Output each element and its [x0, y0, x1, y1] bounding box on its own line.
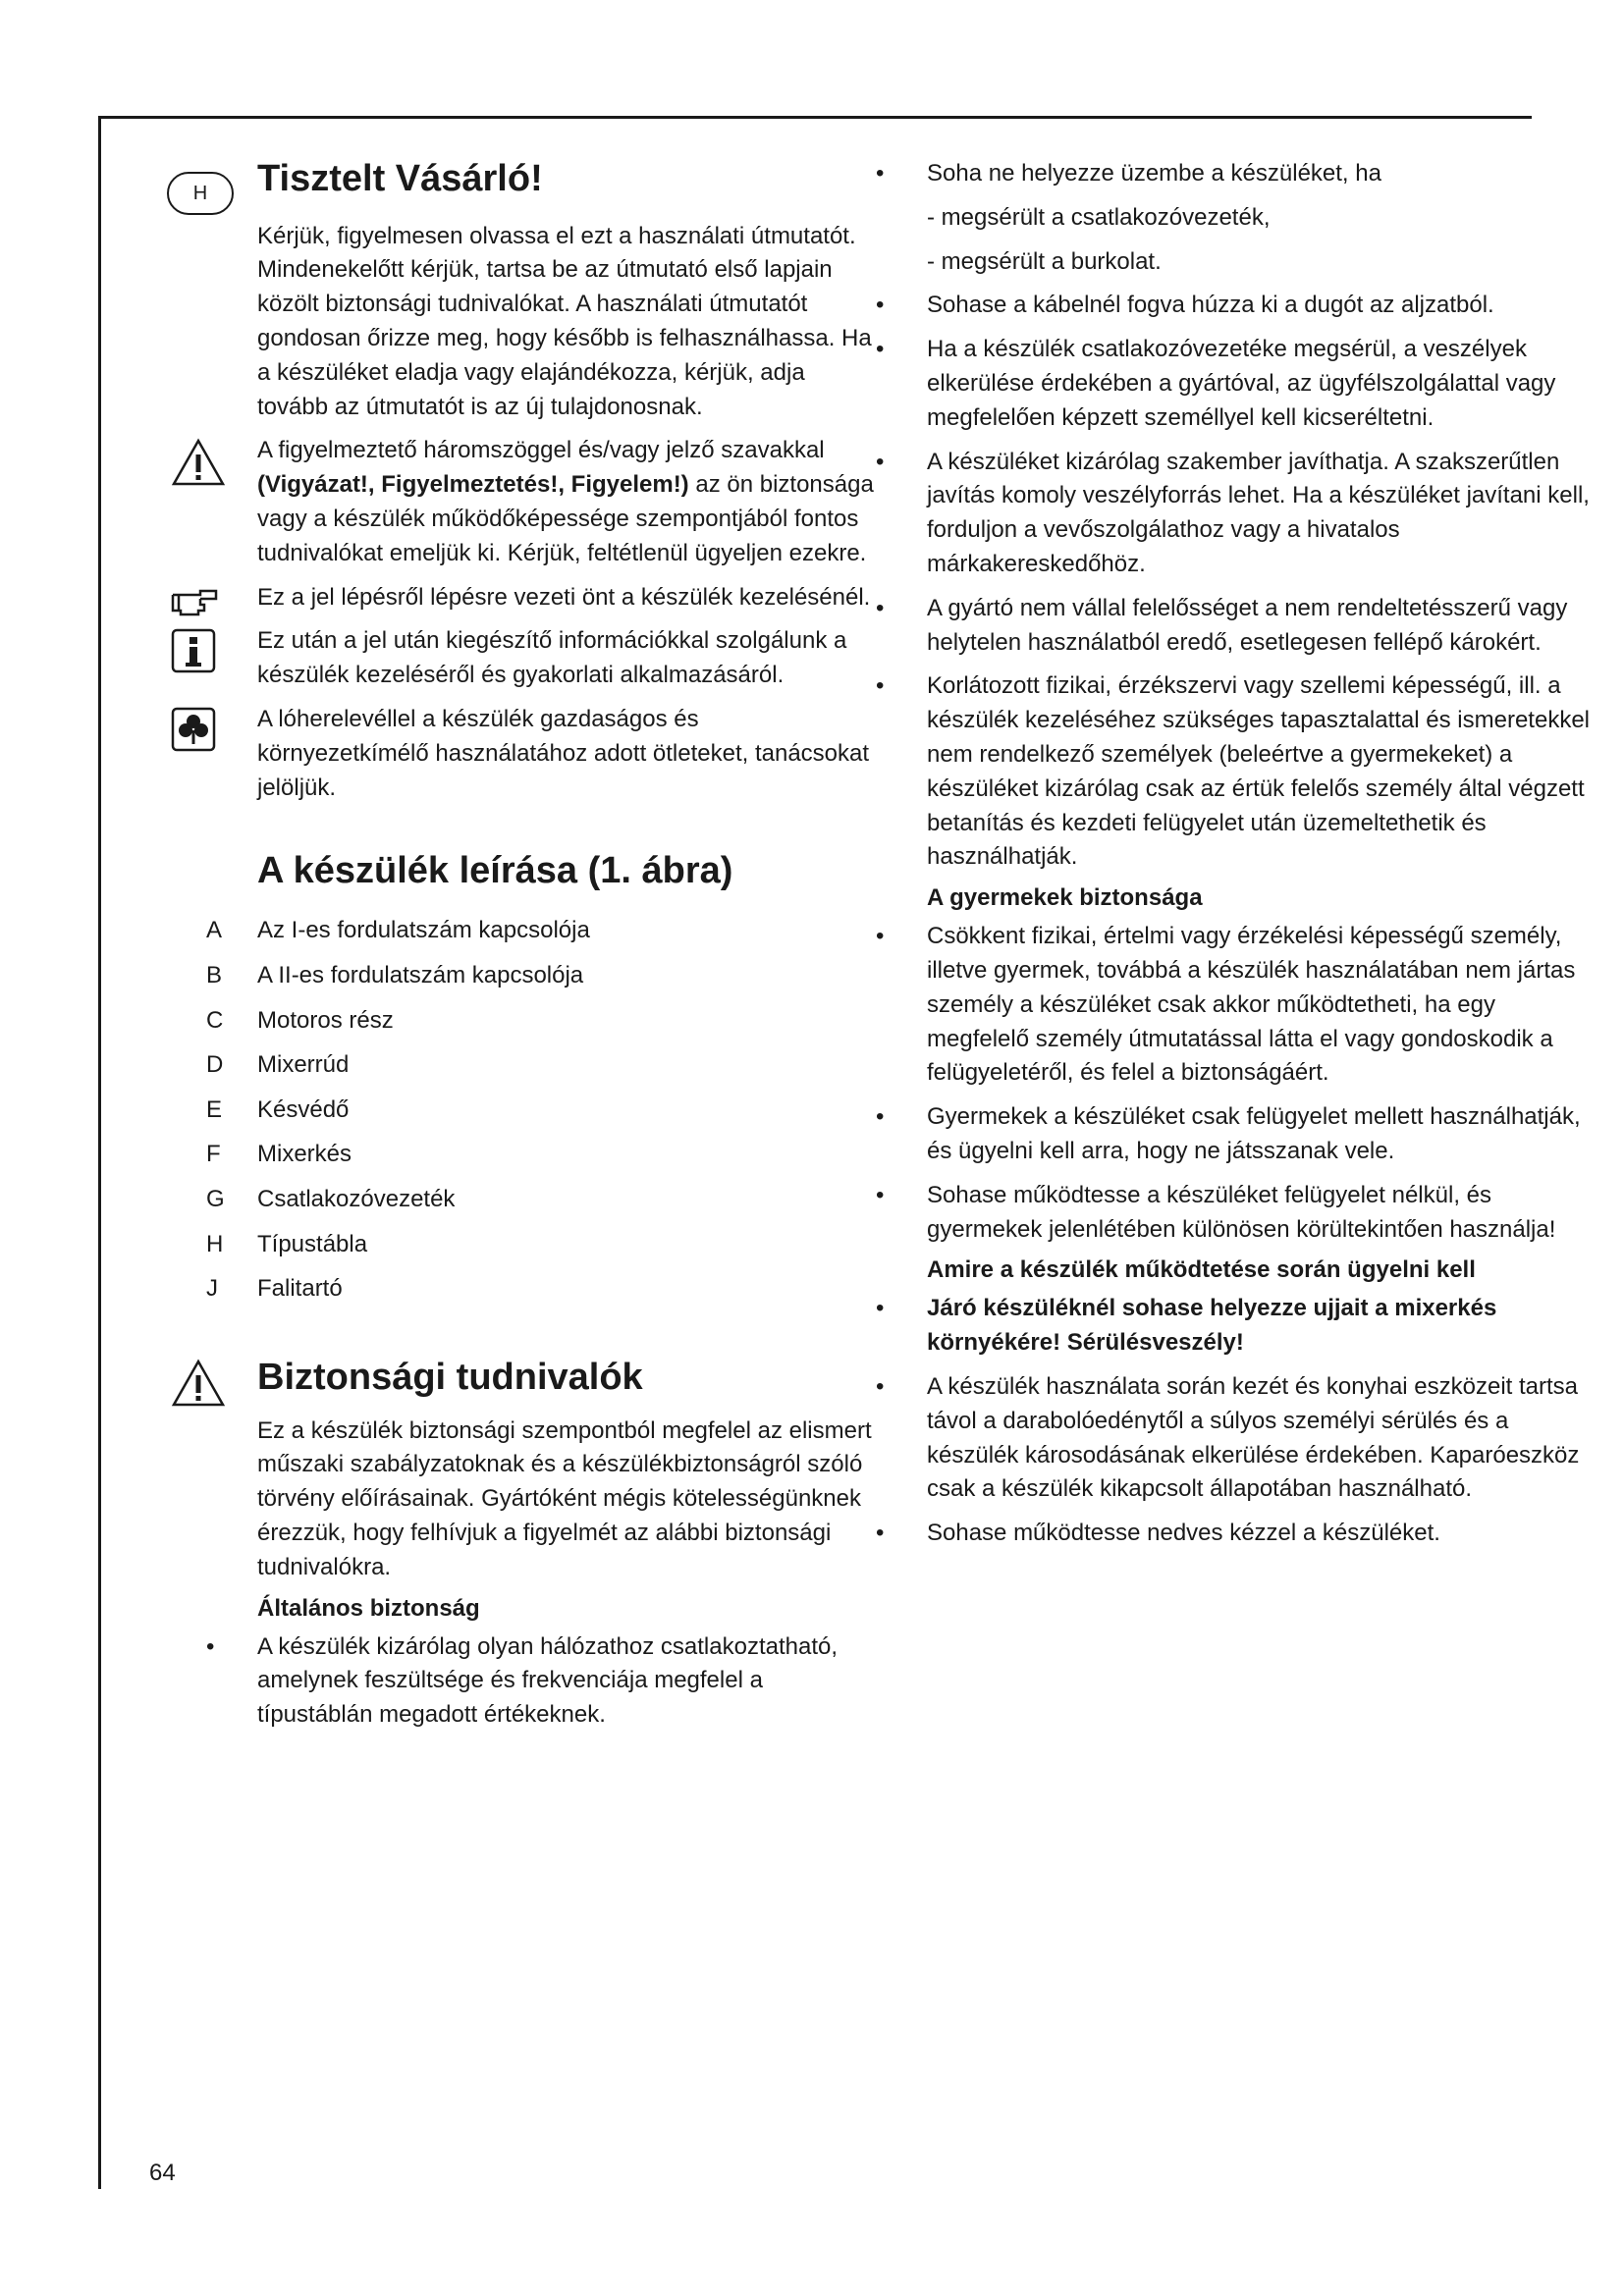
dash-item: - megsérült a burkolat. — [927, 247, 1162, 275]
part-label: Mixerkés — [257, 1141, 352, 1168]
bullet-text: A gyártó nem vállal felelősséget a nem rendeltetésszerű vagy helytelen használatból eredő, esetlegesen fellépő károkért. — [927, 594, 1568, 656]
page-number: 64 — [149, 2160, 176, 2186]
bullet-dot: • — [876, 1295, 885, 1322]
left-rule — [98, 116, 101, 2189]
intro-paragraph: Kérjük, figyelmesen olvassa el ezt a használati útmutatót. Mindenekelőtt kérjük, tartsa be az útmutató első lapjain közölt biztonsági tudnivalókat. A használati útmutatót gondosan őrizze meg, hogy később is felhasználhassa. Ha a készüléket eladja vagy elajándékozza, kérjük, adja tovább az útmutatót is az új tulajdonosnak. — [257, 222, 872, 420]
info-text: Ez után a jel után kiegészítő információkkal szolgálunk a készülék kezeléséről és gyakorlati alkalmazásáról. — [257, 627, 847, 689]
children-safety-heading: A gyermekek biztonsága — [927, 884, 1203, 912]
part-letter: A — [206, 917, 223, 944]
general-safety-heading: Általános biztonság — [257, 1594, 480, 1622]
part-letter: D — [206, 1051, 224, 1079]
bullet-dot: • — [206, 1632, 215, 1660]
bullet-text: Korlátozott fizikai, érzékszervi vagy szellemi képességű, ill. a készülék kezeléséhez szükséges tapasztalattal és ismeretekkel nem rendelkező személyek (beleértve a gyermekeket) a készüléket kizárólag csak az értük felelős személy által végzett betanítás és kezdeti felügyelet után üzemeltethetik és használhatják. — [927, 672, 1590, 871]
part-label: Típustábla — [257, 1230, 368, 1257]
bullet-item — [876, 289, 1595, 323]
step-paragraph — [257, 581, 876, 615]
safety-title — [257, 1357, 876, 1399]
bullet-item — [876, 1179, 1595, 1248]
bullet-dot: • — [876, 1520, 885, 1547]
bullet-item — [876, 1100, 1595, 1169]
left-column — [206, 157, 876, 1742]
part-letter: G — [206, 1185, 225, 1212]
bullet-text: Sohase a kábelnél fogva húzza ki a dugót az aljzatból. — [927, 292, 1494, 319]
bullet-text: A készüléket kizárólag szakember javíthatja. A szakszerűtlen javítás komoly veszélyforrás lehet. Ha a készüléket javítani kell, forduljon a vevőszolgálathoz vagy a hivatalos márkakereskedőhöz. — [927, 448, 1590, 577]
bullet-item — [206, 1630, 876, 1733]
part-item — [206, 1042, 876, 1088]
bullet-item — [876, 157, 1595, 191]
part-item — [206, 1222, 876, 1267]
part-label: Motoros rész — [257, 1006, 394, 1034]
part-letter: F — [206, 1141, 221, 1168]
language-badge: H — [167, 172, 234, 215]
bullet-dot: • — [876, 594, 885, 621]
eco-paragraph — [257, 703, 876, 805]
bullet-text-bold: Járó készüléknél sohase helyezze ujjait a mixerkés környékére! Sérülésveszély! — [927, 1295, 1497, 1357]
info-paragraph — [257, 624, 876, 693]
safety-intro: Ez a készülék biztonsági szempontból megfelel az elismert műszaki szabályzatoknak és a készülékbiztonságról szóló törvény előírásainak. Gyártóként mégis kötelességünknek érezzük, hogy felhívjuk a figyelmét az alábbi biztonsági tudnivalókra. — [257, 1416, 872, 1580]
bullet-dot: • — [876, 1181, 885, 1208]
bullet-item — [876, 920, 1595, 1091]
warning-text-pre: A figyelmeztető háromszöggel és/vagy jelző szavakkal — [257, 437, 825, 464]
part-letter: C — [206, 1006, 224, 1034]
bullet-text: A készülék használata során kezét és konyhai eszközeit tartsa távol a darabolóedénytől a súlyos személyi sérülés és a készülék károsodásának elkerülése érdekében. Kaparóeszköz csak a készülék kikapcsolt állapotában használható. — [927, 1372, 1580, 1503]
part-label: Késvédő — [257, 1095, 350, 1123]
part-label: Az I-es fordulatszám kapcsolója — [257, 917, 590, 944]
bullet-dot: • — [876, 292, 885, 319]
right-column — [876, 157, 1595, 1561]
bullet-dot: • — [876, 923, 885, 950]
part-letter: J — [206, 1275, 218, 1303]
top-rule — [98, 116, 1532, 119]
bullet-dot: • — [876, 1372, 885, 1400]
part-label: Csatlakozóvezeték — [257, 1185, 456, 1212]
part-item — [206, 998, 876, 1043]
bullet-item — [876, 1370, 1595, 1507]
bullet-text: Gyermekek a készüléket csak felügyelet mellett használhatják, és ügyelni kell arra, hogy ne játsszanak vele. — [927, 1103, 1581, 1164]
warning-text-post: az ön biztonsága vagy a készülék működőképessége szempontjából fontos tudnivalókat emeljük ki. Kérjük, feltétlenül ügyeljen ezekre. — [257, 471, 874, 566]
bullet-dot: • — [876, 336, 885, 363]
pointing-hand-icon — [171, 585, 220, 629]
parts-list — [206, 908, 876, 1310]
step-text: Ez a jel lépésről lépésre vezeti önt a készülék kezelésénél. — [257, 583, 871, 611]
part-label: A II-es fordulatszám kapcsolója — [257, 961, 584, 988]
part-item — [206, 1088, 876, 1133]
bullet-item — [876, 333, 1595, 435]
part-item — [206, 1132, 876, 1177]
info-icon — [171, 628, 216, 684]
page-title: Tisztelt Vásárló! — [257, 158, 543, 199]
bullet-text: Ha a készülék csatlakozóvezetéke megsérül, a veszélyek elkerülése érdekében a gyártóval, az ügyfélszolgálattal vagy megfelelően képzett személlyel kell kicseréltetni. — [927, 336, 1556, 431]
bullet-text: Sohase működtesse a készüléket felügyelet nélkül, és gyermekek jelenlétében különösen körültekintően használja! — [927, 1181, 1556, 1243]
part-letter: E — [206, 1095, 223, 1123]
part-item — [206, 1177, 876, 1222]
part-item — [206, 1266, 876, 1311]
bullet-text: Sohase működtesse nedves kézzel a készüléket. — [927, 1520, 1440, 1547]
bullet-item — [876, 446, 1595, 582]
description-title: A készülék leírása (1. ábra) — [257, 850, 733, 892]
part-item — [206, 908, 876, 953]
operation-heading: Amire a készülék működtetése során ügyelni kell — [927, 1256, 1476, 1284]
bullet-dot: • — [876, 1103, 885, 1131]
bullet-item — [876, 1517, 1595, 1551]
part-letter: H — [206, 1230, 224, 1257]
warning-words: (Vigyázat!, Figyelmeztetés!, Figyelem!) — [257, 471, 689, 499]
bullet-dot: • — [876, 160, 885, 187]
bullet-dot: • — [876, 672, 885, 700]
warning-triangle-icon — [171, 1359, 226, 1417]
clover-leaf-icon — [171, 707, 216, 763]
bullet-text: Csökkent fizikai, értelmi vagy érzékelési képességű személy, illetve gyermek, továbbá a készülék használatában nem jártas személy a készüléket csak akkor működtetheti, ha egy megfelelő személy útmutatással látta el vagy gondoskodik a felügyeletéről, és felel a biztonságáért. — [927, 923, 1576, 1087]
warning-triangle-icon — [171, 438, 226, 498]
bullet-item — [876, 592, 1595, 661]
bullet-item — [876, 669, 1595, 875]
bullet-dot: • — [876, 448, 885, 475]
bullet-text: Soha ne helyezze üzembe a készüléket, ha — [927, 160, 1381, 187]
part-label: Falitartó — [257, 1275, 343, 1303]
dash-item: - megsérült a csatlakozóvezeték, — [927, 203, 1271, 231]
safety-title-text: Biztonsági tudnivalók — [257, 1356, 643, 1398]
warning-paragraph — [257, 434, 876, 570]
part-item — [206, 953, 876, 998]
bullet-text: A készülék kizárólag olyan hálózathoz csatlakoztatható, amelynek feszültsége és frekvenciája megfelel a típustáblán megadott értékeknek. — [257, 1632, 839, 1729]
bullet-item — [876, 1292, 1595, 1361]
part-letter: B — [206, 961, 223, 988]
eco-text: A lóherelevéllel a készülék gazdaságos és környezetkímélő használatához adott ötleteket, tanácsokat jelöljük. — [257, 705, 870, 801]
part-label: Mixerrúd — [257, 1051, 350, 1079]
